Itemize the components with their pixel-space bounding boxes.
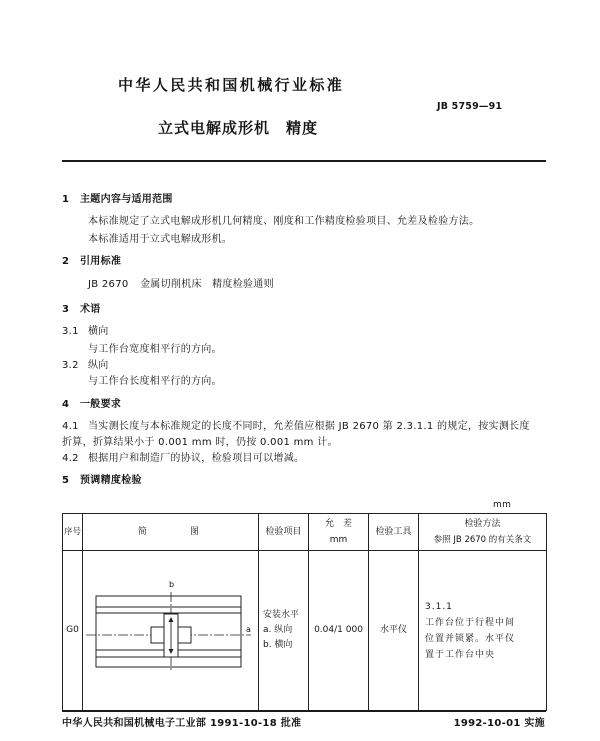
method-line: 3.1.1	[425, 601, 453, 612]
direction-label-a: a	[246, 624, 251, 634]
header-method-reference: 参照 JB 2670 的有关条文	[433, 534, 532, 545]
section-4-number: 4	[62, 399, 70, 410]
section-4-heading: 一般要求	[80, 399, 122, 410]
header-tool: 检验工具	[369, 514, 419, 551]
header-item: 检验项目	[259, 514, 309, 551]
header-tolerance-unit: mm	[329, 534, 348, 545]
clause-4-1-line-1: 当实测长度与本标准规定的长度不同时，允差值应根据 JB 2670 第 2.3.1.1 的规定，按实测长度	[88, 421, 530, 432]
method-line: 置于工作台中央	[425, 649, 496, 660]
standard-code: JB 5759—91	[437, 101, 503, 112]
row-tolerance: 0.04/1 000	[309, 551, 369, 711]
clause-4-2-text: 根据用户和制造厂的协议，检验项目可以增减。	[88, 453, 305, 464]
row-item	[259, 551, 309, 711]
row-number: G0	[63, 551, 83, 711]
section-5-heading: 预调精度检验	[80, 475, 142, 486]
clause-4-1-line-2: 折算，折算结果小于 0.001 mm 时，仍按 0.001 mm 计。	[62, 437, 338, 448]
section-1-number: 1	[62, 194, 70, 205]
section-3-number: 3	[62, 304, 70, 315]
section-2-number: 2	[62, 256, 70, 267]
table-row	[63, 551, 547, 711]
item-line: b. 横向	[263, 640, 293, 650]
term-2-definition: 与工作台长度相平行的方向。	[88, 376, 222, 387]
section-3-heading: 术语	[80, 304, 101, 315]
clause-4-2-number: 4.2	[62, 453, 79, 464]
section-5-number: 5	[62, 475, 70, 486]
direction-label-b: b	[169, 579, 175, 589]
header-rule	[62, 160, 546, 162]
method-line: 工作台位于行程中间	[425, 617, 516, 628]
term-1-name: 横向	[88, 326, 109, 337]
term-1-definition: 与工作台宽度相平行的方向。	[88, 344, 222, 355]
row-diagram	[83, 551, 259, 711]
row-method	[419, 551, 547, 711]
approval-statement: 中华人民共和国机械电子工业部 1991-10-18 批准	[62, 718, 302, 729]
header-number: 序号	[63, 514, 83, 551]
reference-title: 金属切削机床 精度检验通则	[140, 279, 274, 290]
inspection-table	[62, 513, 547, 711]
unit-label: mm	[493, 500, 512, 510]
header-tolerance	[309, 514, 369, 551]
term-2-name: 纵向	[88, 360, 109, 371]
item-line: a. 纵向	[263, 625, 293, 635]
table-header-row	[63, 514, 547, 551]
header-method	[419, 514, 547, 551]
header-tolerance-label: 允 差	[324, 518, 352, 529]
section-2-heading: 引用标准	[80, 256, 122, 267]
issuer-heading: 中华人民共和国机械行业标准	[118, 76, 345, 94]
document-title: 立式电解成形机 精度	[158, 119, 319, 137]
section-1-paragraph-1: 本标准规定了立式电解成形机几何精度、刚度和工作精度检验项目、允差及检验方法。	[88, 216, 480, 227]
section-1-paragraph-2: 本标准适用于立式电解成形机。	[88, 234, 233, 245]
reference-code: JB 2670	[88, 279, 129, 290]
term-2-number: 3.2	[62, 360, 79, 371]
clause-4-1-number: 4.1	[62, 421, 79, 432]
section-1-heading: 主题内容与适用范围	[80, 194, 173, 205]
method-line: 位置并锁紧。水平仪	[425, 633, 516, 644]
header-diagram: 简 图	[83, 514, 259, 551]
item-line: 安装水平	[263, 610, 300, 620]
worktable-diagram	[83, 552, 258, 710]
footer-rule	[62, 710, 546, 712]
term-1-number: 3.1	[62, 326, 79, 337]
row-tool: 水平仪	[369, 551, 419, 711]
header-method-label: 检验方法	[464, 518, 501, 529]
effective-date: 1992-10-01 实施	[453, 718, 545, 729]
